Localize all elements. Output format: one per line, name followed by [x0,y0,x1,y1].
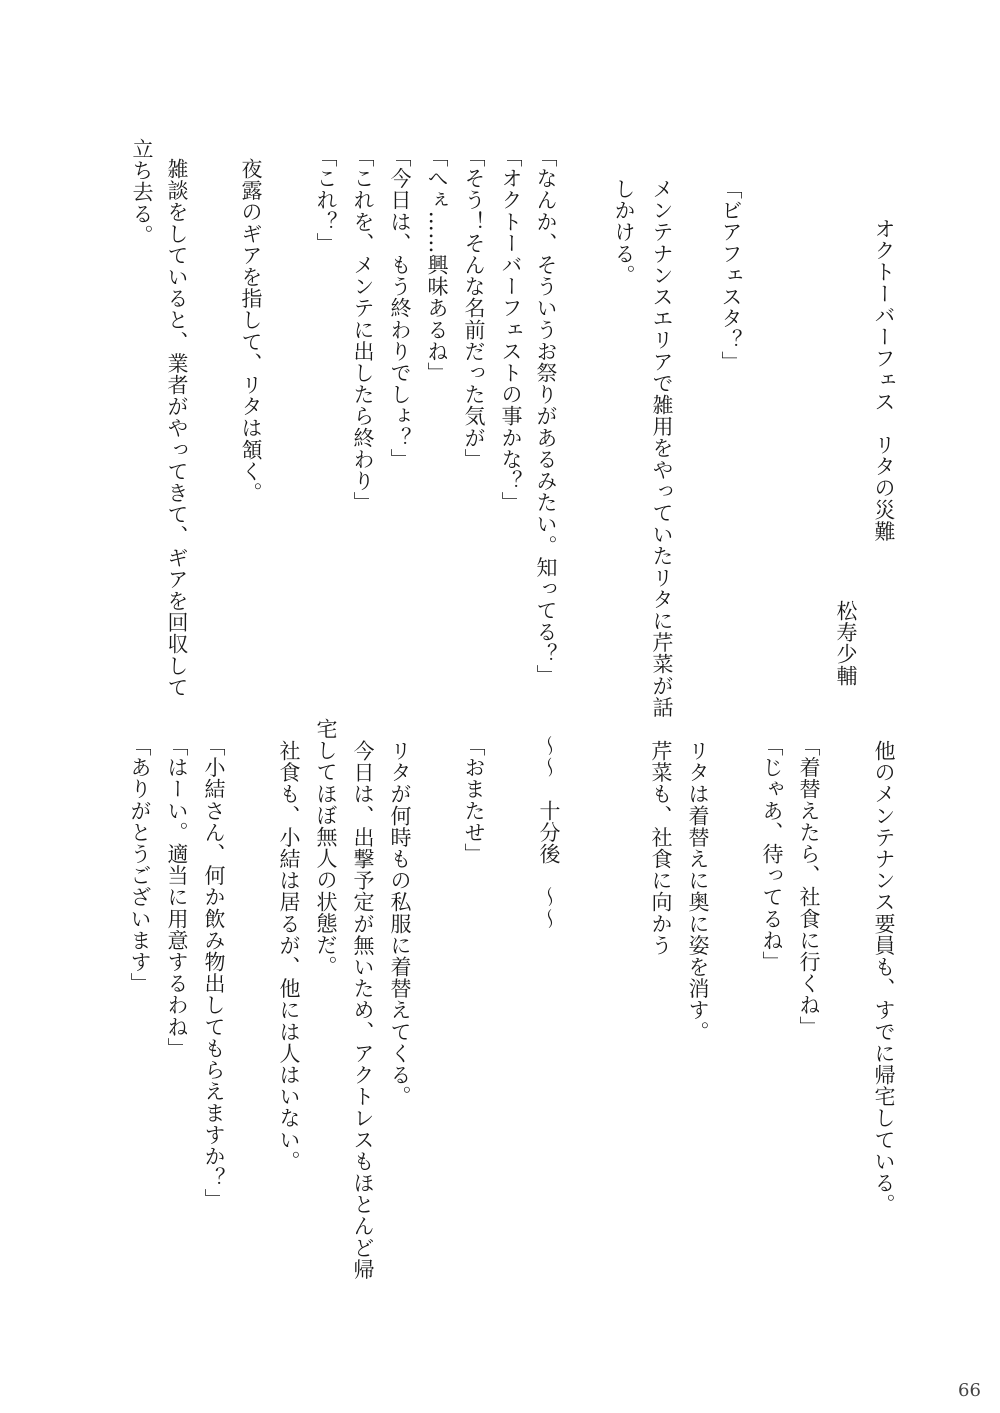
dialogue-line: 「着替えたら、社食に行くね」 [797,735,821,1038]
dialogue-line: 「じゃあ、待ってるね」 [760,735,784,973]
dialogue-line: 「おまたせ」 [462,735,486,865]
dialogue-line: 「ありがとうございます」 [128,735,152,995]
dialogue-line: 「オクトーバーフェストの事かな？」 [499,146,523,514]
chapter-title: オクトーバーフェス リタの災難 [872,218,896,542]
narration-line: 宅してほぼ無人の状態だ。 [314,718,338,978]
dialogue-line: 「ビアフェスタ？」 [719,178,743,373]
narration-line: 雑談をしていると、業者がやってきて、ギアを回収して [165,158,189,698]
dialogue-line: 「はーい。適当に用意するわね」 [165,735,189,1059]
page-number: 66 [958,1380,981,1401]
narration-line: 立ち去る。 [130,138,154,246]
dialogue-line: 「へぇ……興味あるね」 [425,146,449,384]
dialogue-line: 「小結さん、何か飲み物出してもらえますか？」 [202,735,226,1211]
dialogue-line: 「これを、メンテに出したら終わり」 [351,146,375,514]
dialogue-line: 「なんか、そういうお祭りがあるみたい。知ってる？」 [534,146,558,686]
narration-line: 芹菜も、社食に向かう [649,740,673,956]
dialogue-line: 「これ？」 [314,146,338,254]
narration-line: 夜露のギアを指して、リタは頷く。 [239,158,263,504]
narration-line: 社食も、小結は居るが、他には人はいない。 [277,740,301,1172]
dialogue-line: 「今日は、もう終わりでしょ？」 [388,146,412,470]
narration-line: しかける。 [612,178,636,286]
narration-line: 他のメンテナンス要員も、すでに帰宅している。 [872,740,896,1216]
narration-line: 今日は、出撃予定が無いため、アクトレスもほとんど帰 [351,740,375,1280]
narration-line: リタは着替えに奥に姿を消す。 [686,740,710,1043]
narration-line: リタが何時もの私服に着替えてくる。 [388,740,412,1108]
scene-break: 〜〜 十分後 〜〜 [537,735,561,930]
dialogue-line: 「そう！そんな名前だった気が」 [462,146,486,470]
author-name: 松寿少輔 [834,600,858,687]
narration-line: メンテナンスエリアで雑用をやっていたリタに芹菜が話 [650,178,674,718]
